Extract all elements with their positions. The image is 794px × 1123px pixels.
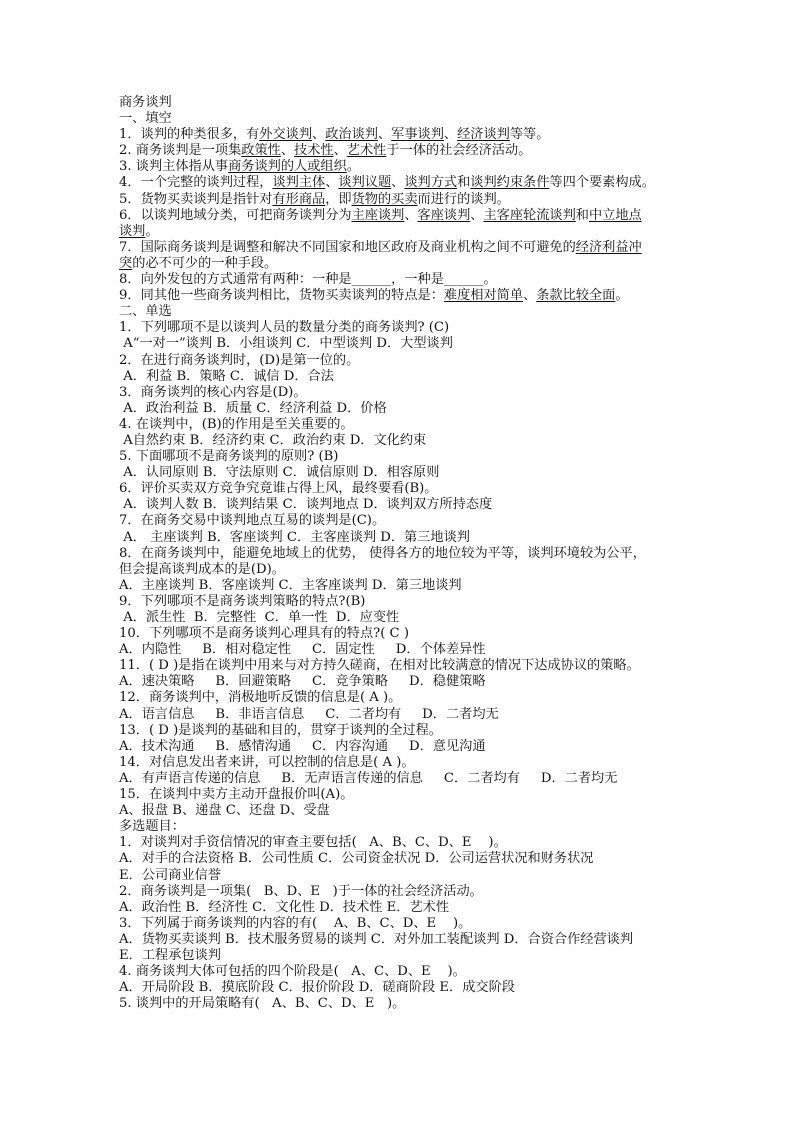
underlined-answer: 有形商品 bbox=[272, 191, 326, 207]
text-run: 8．向外发包的方式通常有两种：一种是______，一种是______。 bbox=[119, 272, 497, 288]
question-line bbox=[119, 723, 681, 739]
question-line bbox=[119, 868, 681, 884]
text-run: 4. 在谈判中，(B)的作用是至关重要的。 bbox=[119, 416, 354, 432]
question-line bbox=[119, 272, 681, 288]
text-run: 、 bbox=[312, 127, 326, 143]
text-run: ，即 bbox=[325, 191, 352, 207]
document-title: 商务谈判 bbox=[119, 95, 172, 110]
text-run: A．主座谈判 B．客座谈判 C．主客座谈判 D．第三地谈判 bbox=[119, 577, 462, 593]
question-line bbox=[119, 578, 681, 594]
text-run: 6．评价买卖双方竞争究竟谁占得上风，最终要看(B)。 bbox=[119, 481, 438, 497]
text-run: 5. 谈判中的开局策略有( A、B、C、D、E )。 bbox=[119, 996, 406, 1012]
text-run: 但会提高谈判成本的是(D)。 bbox=[119, 561, 285, 577]
section-multiple-choice bbox=[119, 819, 681, 1012]
question-line bbox=[119, 465, 681, 481]
underlined-answer: 条款比较全面 bbox=[536, 288, 616, 304]
underlined-answer: 技术性 bbox=[294, 143, 334, 159]
question-line bbox=[119, 224, 681, 240]
question-line bbox=[119, 240, 681, 256]
text-run: 等等。 bbox=[509, 127, 550, 143]
question-line bbox=[119, 803, 681, 819]
question-line bbox=[119, 835, 681, 851]
text-run: A．政治利益 B．质量 C．经济利益 D．价格 bbox=[119, 400, 387, 416]
question-line bbox=[119, 674, 681, 690]
question-line bbox=[119, 320, 681, 336]
text-run: 等四个要素构成。 bbox=[549, 175, 655, 191]
underlined-answer: 外交谈判 bbox=[259, 127, 313, 143]
text-run: 。 bbox=[615, 288, 629, 304]
underlined-answer: 难度相对简单 bbox=[443, 288, 524, 304]
text-run: 2. 商务谈判是一项集 bbox=[119, 143, 242, 159]
question-line bbox=[119, 336, 681, 352]
underlined-answer: 经济利益冲 bbox=[575, 239, 642, 255]
text-run: A．内隐性 B．相对稳定性 C．固定性 D．个体差异性 bbox=[119, 642, 486, 658]
text-run: A．派生性 B．完整性 C．单一性 D．应变性 bbox=[119, 610, 400, 625]
question-line bbox=[119, 964, 681, 980]
section-lines bbox=[119, 127, 681, 304]
text-run: 和 bbox=[457, 175, 471, 191]
text-run: 、 bbox=[280, 143, 295, 159]
text-run: 和 bbox=[575, 207, 589, 223]
underlined-answer: 主客座轮流谈判 bbox=[483, 207, 576, 223]
text-run: A．速决策略 B．回避策略 C．竞争策略 D．稳健策略 bbox=[119, 674, 486, 690]
underlined-answer: 货物的买卖 bbox=[351, 191, 418, 207]
question-line bbox=[119, 900, 681, 916]
section-lines bbox=[119, 835, 681, 1012]
text-run: 、 bbox=[325, 175, 339, 191]
text-run: 、 bbox=[404, 207, 418, 223]
text-run: A自然约束 B．经济约束 C．政治约束 D．文化约束 bbox=[119, 432, 427, 448]
text-run: A．谈判人数 B．谈判结果 C．谈判地点 D．谈判双方所持态度 bbox=[119, 497, 493, 513]
text-run: 13．( D )是谈判的基础和目的，贯穿于谈判的全过程。 bbox=[119, 722, 442, 738]
underlined-answer: 主座谈判 bbox=[351, 207, 405, 223]
text-run: A．利益 B．策略 C．诚信 D．合法 bbox=[119, 368, 334, 384]
question-line bbox=[119, 739, 681, 755]
text-run: 7．国际商务谈判是调整和解决不同国家和地区政府及商业机构之间不可避免的 bbox=[119, 239, 576, 255]
question-line bbox=[119, 594, 681, 610]
text-run: 3．下列属于商务谈判的内容的有( A、B、C、D、E )。 bbox=[119, 915, 472, 931]
underlined-answer: 谈判议题 bbox=[338, 175, 392, 191]
text-run: 5. 下面哪项不是商务谈判的原则? (B) bbox=[119, 449, 339, 465]
question-line bbox=[119, 707, 681, 723]
text-run: 1．下列哪项不是以谈判人员的数量分类的商务谈判? (C) bbox=[119, 320, 450, 336]
text-run: 11．( D )是指在谈判中用来与对方持久磋商，在相对比较满意的情况下达成协议的策略。 bbox=[119, 658, 640, 674]
question-line bbox=[119, 690, 681, 706]
text-run: 3. 谈判主体指从事 bbox=[119, 159, 229, 175]
question-line bbox=[119, 481, 681, 497]
question-line bbox=[119, 642, 681, 658]
text-run: 2．在进行商务谈判时，(D)是第一位的。 bbox=[119, 352, 360, 368]
question-line bbox=[119, 401, 681, 417]
question-line bbox=[119, 497, 681, 513]
text-run: 8．在商务谈判中，能避免地域上的优势， 使得各方的地位较为平等，谈判环境较为公平， bbox=[119, 545, 646, 561]
underlined-answer: 谈判约束条件 bbox=[470, 175, 550, 191]
question-line bbox=[119, 626, 681, 642]
question-line bbox=[119, 980, 681, 996]
section-heading: 一、填空 bbox=[119, 111, 172, 127]
text-run: 、 bbox=[470, 207, 484, 223]
text-run: A．认同原则 B．守法原则 C．诚信原则 D．相容原则 bbox=[119, 465, 440, 481]
question-line bbox=[119, 658, 681, 674]
text-run: 15．在谈判中卖方主动开盘报价叫(A)。 bbox=[119, 787, 354, 803]
text-run: A．货物买卖谈判 B．技术服务贸易的谈判 C．对外加工装配谈判 D．合资合作经营谈判 bbox=[119, 931, 634, 947]
text-run: 3．商务谈判的核心内容是(D)。 bbox=[119, 384, 307, 400]
text-run: 1．谈判的种类很多，有 bbox=[119, 127, 260, 143]
section-lines bbox=[119, 320, 681, 819]
question-line bbox=[119, 143, 681, 159]
text-run: 。 bbox=[346, 159, 360, 175]
underlined-answer: 商务谈判的人或组织 bbox=[228, 159, 347, 175]
text-run: 12．商务谈判中，消极地听反馈的信息是( A )。 bbox=[119, 690, 402, 706]
text-run: 6．以谈判地域分类，可把商务谈判分为 bbox=[119, 207, 352, 223]
text-run: 、 bbox=[391, 175, 405, 191]
text-run: A．技术沟通 B．感情沟通 C．内容沟通 D．意见沟通 bbox=[119, 738, 486, 754]
question-line bbox=[119, 755, 681, 771]
question-line bbox=[119, 256, 681, 272]
question-line bbox=[119, 884, 681, 900]
question-line bbox=[119, 369, 681, 385]
question-line bbox=[119, 546, 681, 562]
text-run: 5．货物买卖谈判是指针对 bbox=[119, 191, 273, 207]
question-line bbox=[119, 996, 681, 1012]
question-line bbox=[119, 385, 681, 401]
question-line bbox=[119, 530, 681, 546]
text-run: 的必不可少的一种手段。 bbox=[132, 255, 278, 271]
text-run: 2．商务谈判是一项集( B、D、E )于一体的社会经济活动。 bbox=[119, 883, 483, 899]
text-run: 14．对信息发出者来讲，可以控制的信息是( A )。 bbox=[119, 754, 415, 770]
text-run: A．开局阶段 B．摸底阶段 C．报价阶段 D．磋商阶段 E．成交阶段 bbox=[119, 980, 515, 996]
text-run: 7．在商务交易中谈判地点互易的谈判是(C)。 bbox=[119, 513, 386, 529]
section-heading: 二、单选 bbox=[119, 304, 172, 320]
text-run: A．语言信息 B．非语言信息 C．二者均有 D．二者均无 bbox=[119, 706, 499, 722]
question-line bbox=[119, 610, 681, 626]
text-run: 9．同其他一些商务谈判相比，货物买卖谈判的特点是： bbox=[119, 288, 444, 304]
text-run: A．政治性 B．经济性 C．文化性 D．技术性 E．艺术性 bbox=[119, 899, 450, 915]
text-run: A、报盘 B、递盘 C、还盘 D、受盘 bbox=[119, 803, 330, 819]
question-line bbox=[119, 771, 681, 787]
question-line bbox=[119, 433, 681, 449]
question-line bbox=[119, 159, 681, 175]
underlined-answer: 谈判方式 bbox=[404, 175, 458, 191]
underlined-answer: 政策性 bbox=[241, 143, 281, 159]
underlined-answer: 谈判主体 bbox=[272, 175, 326, 191]
underlined-answer: 突 bbox=[119, 255, 133, 271]
text-run: 、 bbox=[523, 288, 537, 304]
text-run: 、 bbox=[377, 127, 392, 143]
text-run: 10．下列哪项不是商务谈判心理具有的特点?( C ) bbox=[119, 626, 409, 642]
question-line bbox=[119, 288, 681, 304]
underlined-answer: 艺术性 bbox=[346, 143, 387, 159]
text-run: 而进行的谈判。 bbox=[417, 191, 510, 207]
text-run: A．有声语言传递的信息 B．无声语言传递的信息 C．二者均有 D．二者均无 bbox=[119, 770, 618, 786]
question-line bbox=[119, 175, 681, 191]
text-run: 。 bbox=[145, 223, 159, 239]
text-run: 、 bbox=[443, 127, 458, 143]
question-line bbox=[119, 787, 681, 803]
text-run: 、 bbox=[333, 143, 347, 159]
section-single-choice bbox=[119, 304, 681, 819]
document bbox=[119, 95, 681, 1012]
question-line bbox=[119, 208, 681, 224]
text-run: 于一体的社会经济活动。 bbox=[386, 143, 532, 159]
text-run: A． 主座谈判 B．客座谈判 C．主客座谈判 D．第三地谈判 bbox=[119, 529, 470, 545]
underlined-answer: 经济谈判 bbox=[457, 127, 510, 143]
underlined-answer: 军事谈判 bbox=[391, 127, 444, 143]
text-run: 9．下列哪项不是商务谈判策略的特点?(B) bbox=[119, 593, 366, 609]
underlined-answer: 谈判 bbox=[119, 223, 146, 239]
question-line bbox=[119, 449, 681, 465]
section-heading: 多选题目： bbox=[119, 819, 185, 835]
question-line bbox=[119, 127, 681, 143]
underlined-answer: 客座谈判 bbox=[417, 207, 471, 223]
text-run: E．公司商业信誉 bbox=[119, 867, 221, 883]
text-run: E．工程承包谈判 bbox=[119, 947, 221, 963]
question-line bbox=[119, 851, 681, 867]
text-run: 4. 商务谈判大体可包括的四个阶段是( A、C、D、E )。 bbox=[119, 964, 466, 980]
question-line bbox=[119, 192, 681, 208]
underlined-answer: 政治谈判 bbox=[325, 127, 378, 143]
text-run: A“一对一”谈判 B．小组谈判 C．中型谈判 D．大型谈判 bbox=[119, 336, 453, 352]
question-line bbox=[119, 562, 681, 578]
question-line bbox=[119, 916, 681, 932]
question-line bbox=[119, 417, 681, 433]
question-line bbox=[119, 932, 681, 948]
underlined-answer: 中立地点 bbox=[588, 207, 642, 223]
text-run: 4．一个完整的谈判过程， bbox=[119, 175, 273, 191]
question-line bbox=[119, 948, 681, 964]
text-run: A．对手的合法资格 B．公司性质 C．公司资金状况 D．公司运营状况和财务状况 bbox=[119, 851, 594, 867]
question-line bbox=[119, 353, 681, 369]
text-run: 1．对谈判对手资信情况的审查主要包括( A、B、C、D、E )。 bbox=[119, 835, 507, 851]
question-line bbox=[119, 513, 681, 529]
section-fill-in bbox=[119, 111, 681, 304]
